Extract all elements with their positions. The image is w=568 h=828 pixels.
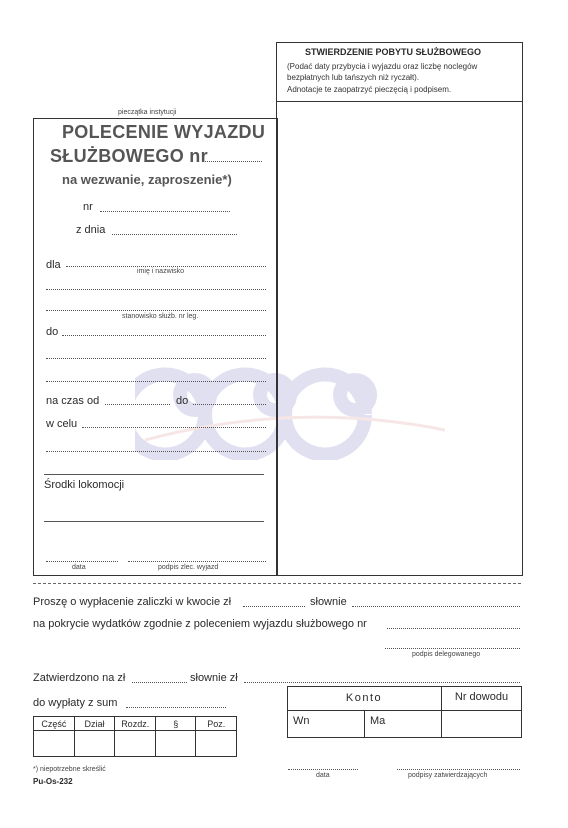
purpose-rule [44, 474, 264, 475]
stay-note-line3: Adnotacje te zaopatrzyć pieczęcią i podpisem. [287, 85, 452, 94]
to-line-3[interactable] [46, 381, 266, 382]
period-to-line[interactable] [193, 404, 266, 405]
advance-purpose-text: na pokrycie wydatków zgodnie z poleceniem wyjazdu służbowego nr [33, 618, 367, 630]
for-label: dla [46, 259, 61, 271]
position-line[interactable] [46, 310, 266, 311]
doc-number-header: Nr dowodu [454, 691, 509, 703]
delegate-sign-line[interactable] [385, 648, 520, 649]
transport-label: Środki lokomocji [44, 479, 125, 491]
classification-cell[interactable] [74, 731, 115, 757]
classification-header: Część [34, 717, 75, 731]
stay-title: STWIERDZENIE POBYTU SŁUŻBOWEGO [305, 47, 482, 57]
purpose-line-1[interactable] [82, 427, 266, 428]
name-caption: imię i nazwisko [137, 268, 185, 275]
approved-label: Zatwierdzono na zł [33, 672, 126, 684]
advance-request-label: Proszę o wypłacenie zaliczki w kwocie zł [33, 596, 232, 608]
approvers-sign-line[interactable] [397, 769, 520, 770]
to-line-1[interactable] [62, 335, 266, 336]
classification-cell[interactable] [115, 731, 156, 757]
period-to-label: do [176, 395, 189, 407]
date-label: z dnia [76, 224, 106, 236]
wn-label: Wn [293, 715, 310, 727]
period-from-line[interactable] [105, 404, 170, 405]
advance-words-line[interactable] [352, 606, 520, 607]
nr-line[interactable] [100, 211, 230, 212]
classification-cell[interactable] [196, 731, 237, 757]
name-line-2[interactable] [46, 289, 266, 290]
form-code: Pu-Os-232 [33, 777, 73, 786]
sign-date-line[interactable] [46, 561, 118, 562]
stay-note-line1: (Podać daty przybycia i wyjazdu oraz liczbę noclegów [287, 62, 478, 71]
delegate-sign-caption: podpis delegowanego [412, 651, 481, 658]
transport-rule [44, 521, 264, 522]
footer-date-line[interactable] [288, 769, 358, 770]
stamp-caption: pieczątka instytucji [118, 109, 177, 116]
nr-label: nr [83, 201, 93, 213]
purpose-label: w celu [46, 418, 78, 430]
advance-amount-line[interactable] [243, 606, 305, 607]
classification-header: § [156, 717, 196, 731]
advance-words-label: słownie [310, 596, 347, 608]
approved-words-line[interactable] [244, 682, 520, 683]
sign-caption: podpis zlec. wyjazd [158, 564, 219, 571]
to-line-2[interactable] [46, 358, 266, 359]
stay-entry-area[interactable] [280, 104, 518, 570]
classification-header: Poz. [196, 717, 237, 731]
cut-line [33, 583, 521, 584]
approved-amount-line[interactable] [132, 682, 187, 683]
sign-date-caption: data [72, 564, 86, 571]
classification-table [33, 716, 237, 757]
order-title-line2: SŁUŻBOWEGO nr [50, 146, 208, 166]
classification-cell[interactable] [156, 731, 196, 757]
ma-label: Ma [370, 715, 386, 727]
order-title-line1: POLECENIE WYJAZDU [62, 122, 266, 142]
stay-header-rule [276, 101, 522, 102]
konto-header: Konto [345, 692, 383, 704]
order-subtitle: na wezwanie, zaproszenie*) [62, 172, 232, 187]
sign-line[interactable] [128, 561, 266, 562]
classification-header: Rozdz. [115, 717, 156, 731]
to-label: do [46, 326, 59, 338]
approvers-caption: podpisy zatwierdzających [408, 772, 488, 779]
name-line[interactable] [66, 266, 266, 267]
position-caption: stanowisko służb. nr leg. [122, 313, 199, 320]
payout-line[interactable] [126, 707, 226, 708]
stay-note-line2: bezpłatnych lub tańszych niż ryczałt). [287, 73, 420, 82]
payout-label: do wypłaty z sum [33, 697, 118, 709]
classification-header: Dział [74, 717, 115, 731]
date-line[interactable] [112, 234, 237, 235]
purpose-line-2[interactable] [46, 451, 266, 452]
order-number-line[interactable] [202, 161, 262, 162]
period-from-label: na czas od [46, 395, 100, 407]
footer-date-caption: data [316, 772, 330, 779]
approved-words-label: słownie zł [190, 672, 238, 684]
advance-order-number-line[interactable] [387, 628, 520, 629]
footnote: *) niepotrzebne skreślić [33, 766, 106, 773]
account-wn-ma-rule [364, 710, 365, 737]
account-mid-rule [287, 710, 521, 711]
classification-cell[interactable] [34, 731, 75, 757]
